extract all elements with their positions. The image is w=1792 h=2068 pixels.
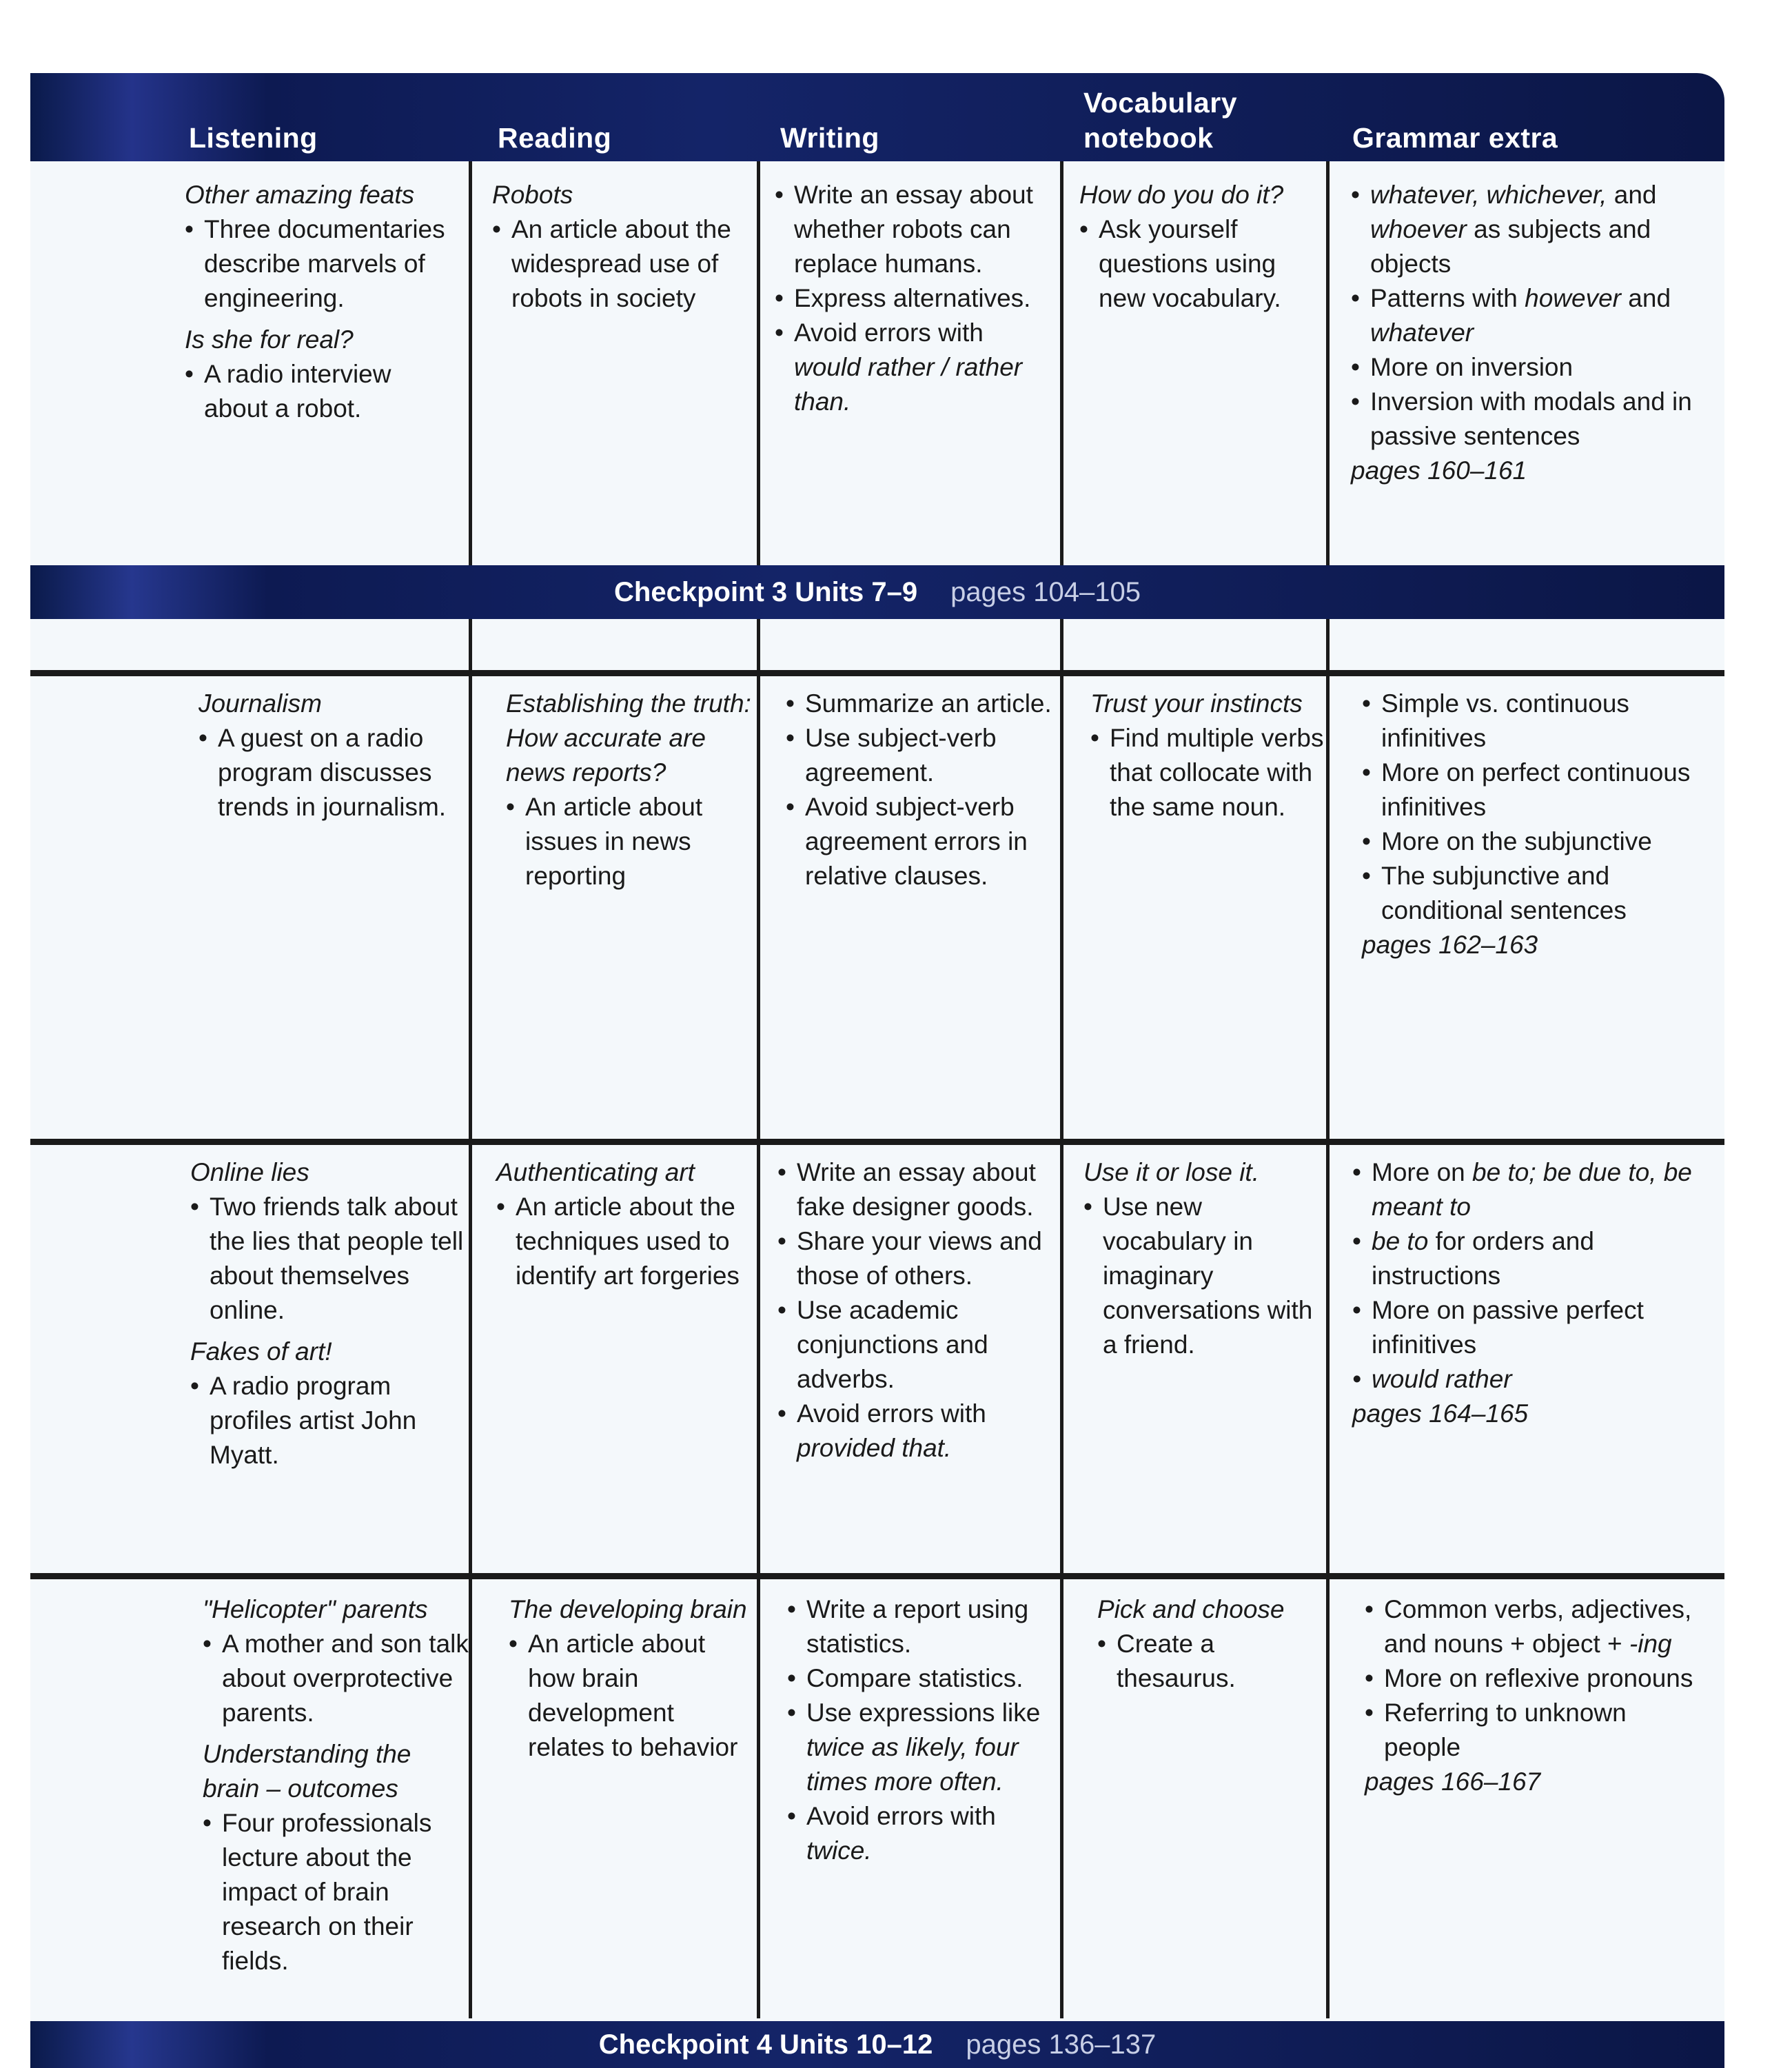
grammar-pages: pages 162–163 [1362,931,1538,959]
vocabulary-title: Pick and choose [1097,1595,1285,1623]
listening-topic-title: Journalism [198,689,322,718]
grammar-italic: whatever, whichever, [1370,181,1607,209]
writing-bullet-text: Avoid errors with [806,1802,996,1830]
unit10-listening [198,687,467,824]
grammar-italic: be to [1372,1227,1429,1255]
grammar-italic: however [1525,284,1622,312]
grammar-italic: be to; be due to, be meant to [1372,1158,1692,1221]
unit10-writing [786,687,1055,893]
grammar-bullet [1351,281,1716,350]
grammar-bullet [1352,1155,1711,1224]
grammar-bullet: • More on passive perfect infinitives [1352,1293,1711,1362]
writing-bullet: • Write a report using statistics. [787,1592,1057,1661]
grammar-text: as subjects and objects [1370,215,1651,278]
vocabulary-bullet: • Create a thesaurus. [1097,1627,1321,1696]
writing-bullet: • Compare statistics. [787,1661,1057,1696]
syllabus-page [30,73,1724,2068]
reading-bullet: • An article about the widespread use of robots in society [492,212,747,316]
vocabulary-bullet: • Ask yourself questions using new vocabulary. [1079,212,1321,316]
unit12-grammar [1365,1592,1709,1799]
header-listening: Listening [189,121,318,154]
reading-title: Authenticating art [496,1158,695,1186]
grammar-bullet: • More on perfect continuous infinitives [1362,756,1713,824]
grammar-pages: pages 166–167 [1365,1767,1541,1796]
unit10-reading [506,687,754,893]
grammar-bullet: • Inversion with modals and in passive sentences [1351,385,1716,454]
unit9-writing [775,178,1050,419]
row-divider [30,1139,1724,1145]
unit11-grammar [1352,1155,1711,1431]
grammar-text: Patterns with [1370,284,1518,312]
writing-bullet-italic: twice. [806,1836,872,1865]
vocabulary-bullet: • Use new vocabulary in imaginary conversations with a friend. [1083,1190,1321,1362]
checkpoint-4-title: Checkpoint 4 Units 10–12 [598,2029,933,2060]
header-writing: Writing [780,121,879,154]
vocabulary-title: Trust your instincts [1090,689,1303,718]
listening-topic-title: Other amazing feats [185,181,415,209]
grammar-bullet: • More on the subjunctive [1362,824,1713,859]
listening-bullet: • Two friends talk about the lies that people tell about themselves online. [190,1190,466,1328]
writing-bullet-italic: provided that. [797,1434,952,1462]
checkpoint-4-band [30,2021,1724,2068]
grammar-italic: whatever [1370,318,1474,347]
unit10-vocabulary [1090,687,1325,824]
reading-title: The developing brain [509,1595,747,1623]
unit9-reading [492,178,747,316]
grammar-text: for orders and instructions [1372,1227,1594,1290]
vocabulary-title: How do you do it? [1079,181,1284,209]
listening-topic-title: "Helicopter" parents [203,1595,428,1623]
checkpoint-3-pages: pages 104–105 [950,576,1141,607]
writing-bullet [775,316,1050,419]
listening-topic-title: Fakes of art! [190,1337,332,1366]
reading-bullet: • An article about the techniques used to identify art forgeries [496,1190,751,1293]
unit11-writing [777,1155,1053,1466]
writing-bullet: • Avoid subject-verb agreement errors in relative clauses. [786,790,1055,893]
row-divider [30,1573,1724,1579]
grammar-pages: pages 164–165 [1352,1399,1529,1428]
writing-bullet [777,1397,1053,1466]
unit11-reading [496,1155,751,1293]
grammar-text: and [1628,284,1671,312]
grammar-text: and [1613,181,1657,209]
unit11-vocabulary [1083,1155,1321,1362]
writing-bullet: • Express alternatives. [775,281,1050,316]
grammar-bullet: • More on inversion [1351,350,1716,385]
header-reading: Reading [498,121,612,154]
reading-bullet: • An article about issues in news reporting [506,790,754,893]
checkpoint-4-pages: pages 136–137 [966,2029,1157,2060]
writing-bullet-italic: twice as likely, four times more often. [806,1733,1019,1796]
writing-bullet-italic: would rather / rather than. [794,353,1023,416]
grammar-bullet [1351,178,1716,281]
header-grammar: Grammar extra [1352,121,1558,154]
grammar-bullet: • Simple vs. continuous infinitives [1362,687,1713,756]
grammar-italic: whoever [1370,215,1467,243]
reading-title: Robots [492,181,573,209]
unit10-grammar [1362,687,1713,962]
grammar-text: More on [1372,1158,1465,1186]
listening-bullet: • A radio interview about a robot. [185,357,460,426]
checkpoint-3-band [30,565,1724,619]
listening-bullet: • Three documentaries describe marvels of engineering. [185,212,460,316]
listening-topic-title: Is she for real? [185,325,354,354]
reading-title: Establishing the truth: How accurate are news reports? [506,689,751,787]
grammar-bullet [1365,1592,1709,1661]
writing-bullet-text: Avoid errors with [797,1399,986,1428]
reading-bullet: • An article about how brain development relates to behavior [509,1627,753,1765]
writing-bullet: • Write an essay about fake designer goods. [777,1155,1053,1224]
checkpoint-3-title: Checkpoint 3 Units 7–9 [614,576,918,607]
listening-topic-title: Online lies [190,1158,309,1186]
writing-bullet-text: Avoid errors with [794,318,984,347]
column-divider [1060,619,1063,2018]
header-vocabulary: Vocabulary notebook [1083,86,1237,154]
grammar-bullet [1352,1224,1711,1293]
listening-topic-title: Understanding the brain – outcomes [203,1740,411,1803]
writing-bullet: • Use academic conjunctions and adverbs. [777,1293,1053,1397]
unit9-grammar [1351,178,1716,488]
writing-bullet [787,1799,1057,1868]
unit12-writing [787,1592,1057,1868]
vocabulary-title: Use it or lose it. [1083,1158,1259,1186]
writing-bullet [787,1696,1057,1799]
writing-bullet: • Share your views and those of others. [777,1224,1053,1293]
listening-bullet: • A guest on a radio program discusses trends in journalism. [198,721,467,824]
grammar-pages: pages 160–161 [1351,456,1527,485]
writing-bullet: • Use subject-verb agreement. [786,721,1055,790]
unit12-vocabulary [1097,1592,1321,1696]
unit9-vocabulary [1079,178,1321,316]
column-divider [1326,619,1330,2018]
listening-bullet: • A radio program profiles artist John Myatt. [190,1369,466,1472]
row-divider [30,670,1724,676]
grammar-text: Common verbs, adjectives, and nouns + object + [1384,1595,1692,1658]
column-header-row [30,73,1724,161]
writing-bullet: • Summarize an article. [786,687,1055,721]
unit12-listening [203,1592,471,1978]
unit12-reading [509,1592,753,1765]
listening-bullet: • Four professionals lecture about the impact of brain research on their fields. [203,1806,471,1978]
grammar-italic: -ing [1629,1630,1672,1658]
grammar-bullet: • would rather [1352,1362,1711,1397]
grammar-bullet: • More on reflexive pronouns [1365,1661,1709,1696]
writing-bullet: • Write an essay about whether robots can replace humans. [775,178,1050,281]
grammar-bullet: • The subjunctive and conditional sentences [1362,859,1713,928]
vocabulary-bullet: • Find multiple verbs that collocate with the same noun. [1090,721,1325,824]
listening-bullet: • A mother and son talk about overprotective parents. [203,1627,471,1730]
writing-bullet-text: Use expressions like [806,1699,1041,1727]
unit11-listening [190,1155,466,1472]
column-divider [757,619,760,2018]
grammar-bullet: • Referring to unknown people [1365,1696,1709,1765]
unit9-listening [185,178,460,426]
